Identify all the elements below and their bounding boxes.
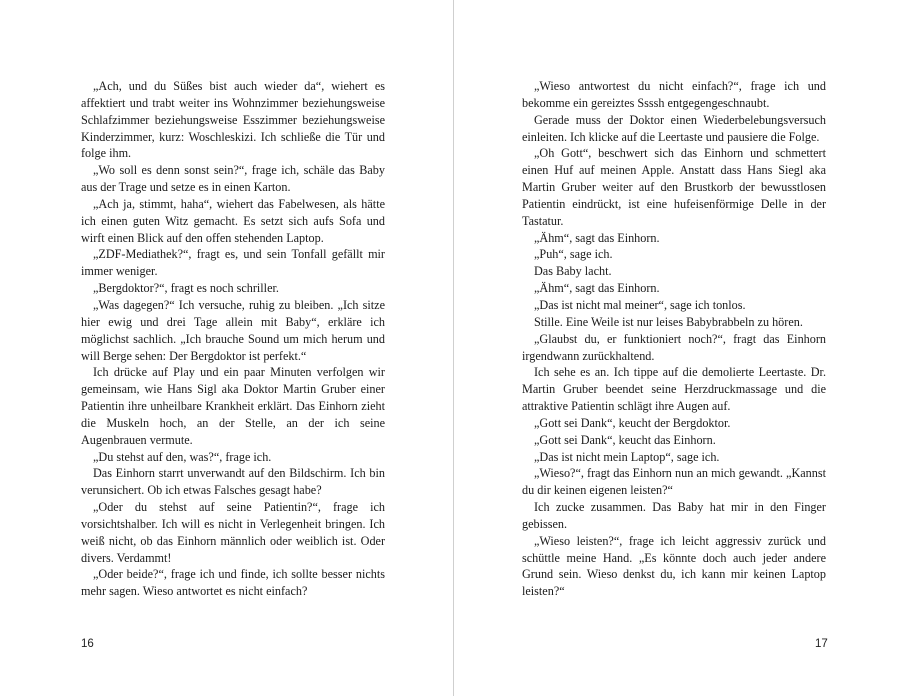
paragraph: „Wieso leisten?“, frage ich leicht aggressiv zurück und schüttle meine Hand. „Es könnte doch auch jeder andere Grund sein. Wieso denkst du, ich kann mir keinen Laptop leisten?“ (522, 533, 826, 599)
paragraph: „Gott sei Dank“, keucht das Einhorn. (534, 432, 716, 447)
right-text-column (522, 78, 826, 600)
paragraph: „Oh Gott“, beschwert sich das Einhorn und schmettert einen Huf auf meinen Apple. Anstatt dass Hans Siegl aka Martin Gruber weiter auf den Brustkorb der bewusstlosen Patientin eindrückt, ist eine hufeisenförmige Delle in der Tastatur. (522, 146, 826, 228)
left-page (0, 0, 453, 696)
paragraph: „Wo soll es denn sonst sein?“, frage ich, schäle das Baby aus der Trage und setze es in einen Karton. (81, 163, 385, 195)
paragraph: „Ach ja, stimmt, haha“, wiehert das Fabelwesen, als hätte ich einen guten Witz gemacht. Es setzt sich aufs Sofa und wirft einen Blick auf den offen stehenden Laptop. (81, 196, 385, 245)
page-number-left: 16 (81, 638, 94, 650)
page-number-right: 17 (815, 638, 828, 650)
paragraph: Das Baby lacht. (534, 264, 612, 279)
paragraph: „Das ist nicht mein Laptop“, sage ich. (534, 449, 720, 464)
paragraph: „Glaubst du, er funktioniert noch?“, fragt das Einhorn irgendwann zurückhaltend. (522, 331, 826, 363)
paragraph: „Ähm“, sagt das Einhorn. (534, 230, 660, 245)
paragraph: „Bergdoktor?“, fragt es noch schriller. (93, 281, 279, 296)
paragraph: „Das ist nicht mal meiner“, sage ich tonlos. (534, 297, 746, 312)
left-text-column (81, 78, 385, 600)
paragraph: Das Einhorn starrt unverwandt auf den Bildschirm. Ich bin verunsichert. Ob ich etwas Falsches gesagt habe? (81, 466, 385, 498)
paragraph: Ich zucke zusammen. Das Baby hat mir in den Finger gebissen. (522, 500, 826, 531)
paragraph: „Ach, und du Süßes bist auch wieder da“, wiehert es affektiert und trabt weiter ins Wohnzimmer beziehungsweise Schlafzimmer beziehungsweise Esszimmer beziehungsweise Kinderzimmer, kurz: Woschleskizi. Ich schließe die Tür und folge ihm. (81, 79, 385, 161)
paragraph: „Wieso?“, fragt das Einhorn nun an mich gewandt. „Kannst du dir keinen eigenen leisten?“ (522, 466, 826, 498)
paragraph: „Gott sei Dank“, keucht der Bergdoktor. (534, 415, 731, 430)
paragraph: „Ähm“, sagt das Einhorn. (534, 281, 660, 296)
paragraph: Gerade muss der Doktor einen Wiederbelebungsversuch einleiten. Ich klicke auf die Leertaste und pausiere die Folge. (522, 112, 826, 144)
paragraph: „Was dagegen?“ Ich versuche, ruhig zu bleiben. „Ich sitze hier ewig und drei Tage allein mit Baby“, erkläre ich möglichst sachlich. „Ich brauche Sound um mich herum und will Berge sehen: Der Bergdoktor ist perfekt.“ (81, 297, 385, 363)
paragraph: „Oder beide?“, frage ich und finde, ich sollte besser nichts mehr sagen. Wieso antwortet es nicht einfach? (81, 567, 385, 599)
paragraph: Ich sehe es an. Ich tippe auf die demolierte Leertaste. Dr. Martin Gruber beendet seine Herzdruckmassage und die attraktive Patientin schlägt ihre Augen auf. (522, 365, 826, 414)
paragraph: „ZDF-Mediathek?“, fragt es, und sein Tonfall gefällt mir immer weniger. (81, 247, 385, 279)
paragraph: „Wieso antwortest du nicht einfach?“, frage ich und bekomme ein gereiztes Ssssh entgegengeschnaubt. (522, 79, 826, 110)
paragraph: „Du stehst auf den, was?“, frage ich. (93, 449, 272, 464)
right-page (454, 0, 907, 696)
paragraph: „Puh“, sage ich. (534, 247, 613, 262)
paragraph: Ich drücke auf Play und ein paar Minuten verfolgen wir gemeinsam, wie Hans Sigl aka Doktor Martin Gruber einer Patientin ihre unheilbare Krankheit erklärt. Das Einhorn zieht die Muskeln hoch, an der Stelle, an der ich seine Augenbrauen vermute. (81, 365, 385, 447)
paragraph: Stille. Eine Weile ist nur leises Babybrabbeln zu hören. (534, 314, 803, 329)
paragraph: „Oder du stehst auf seine Patientin?“, frage ich vorsichtshalber. Ich will es nicht in Verlegenheit bringen. Ich weiß nicht, ob das Einhorn männlich oder weiblich ist. Oder divers. Verdammt! (81, 500, 385, 565)
